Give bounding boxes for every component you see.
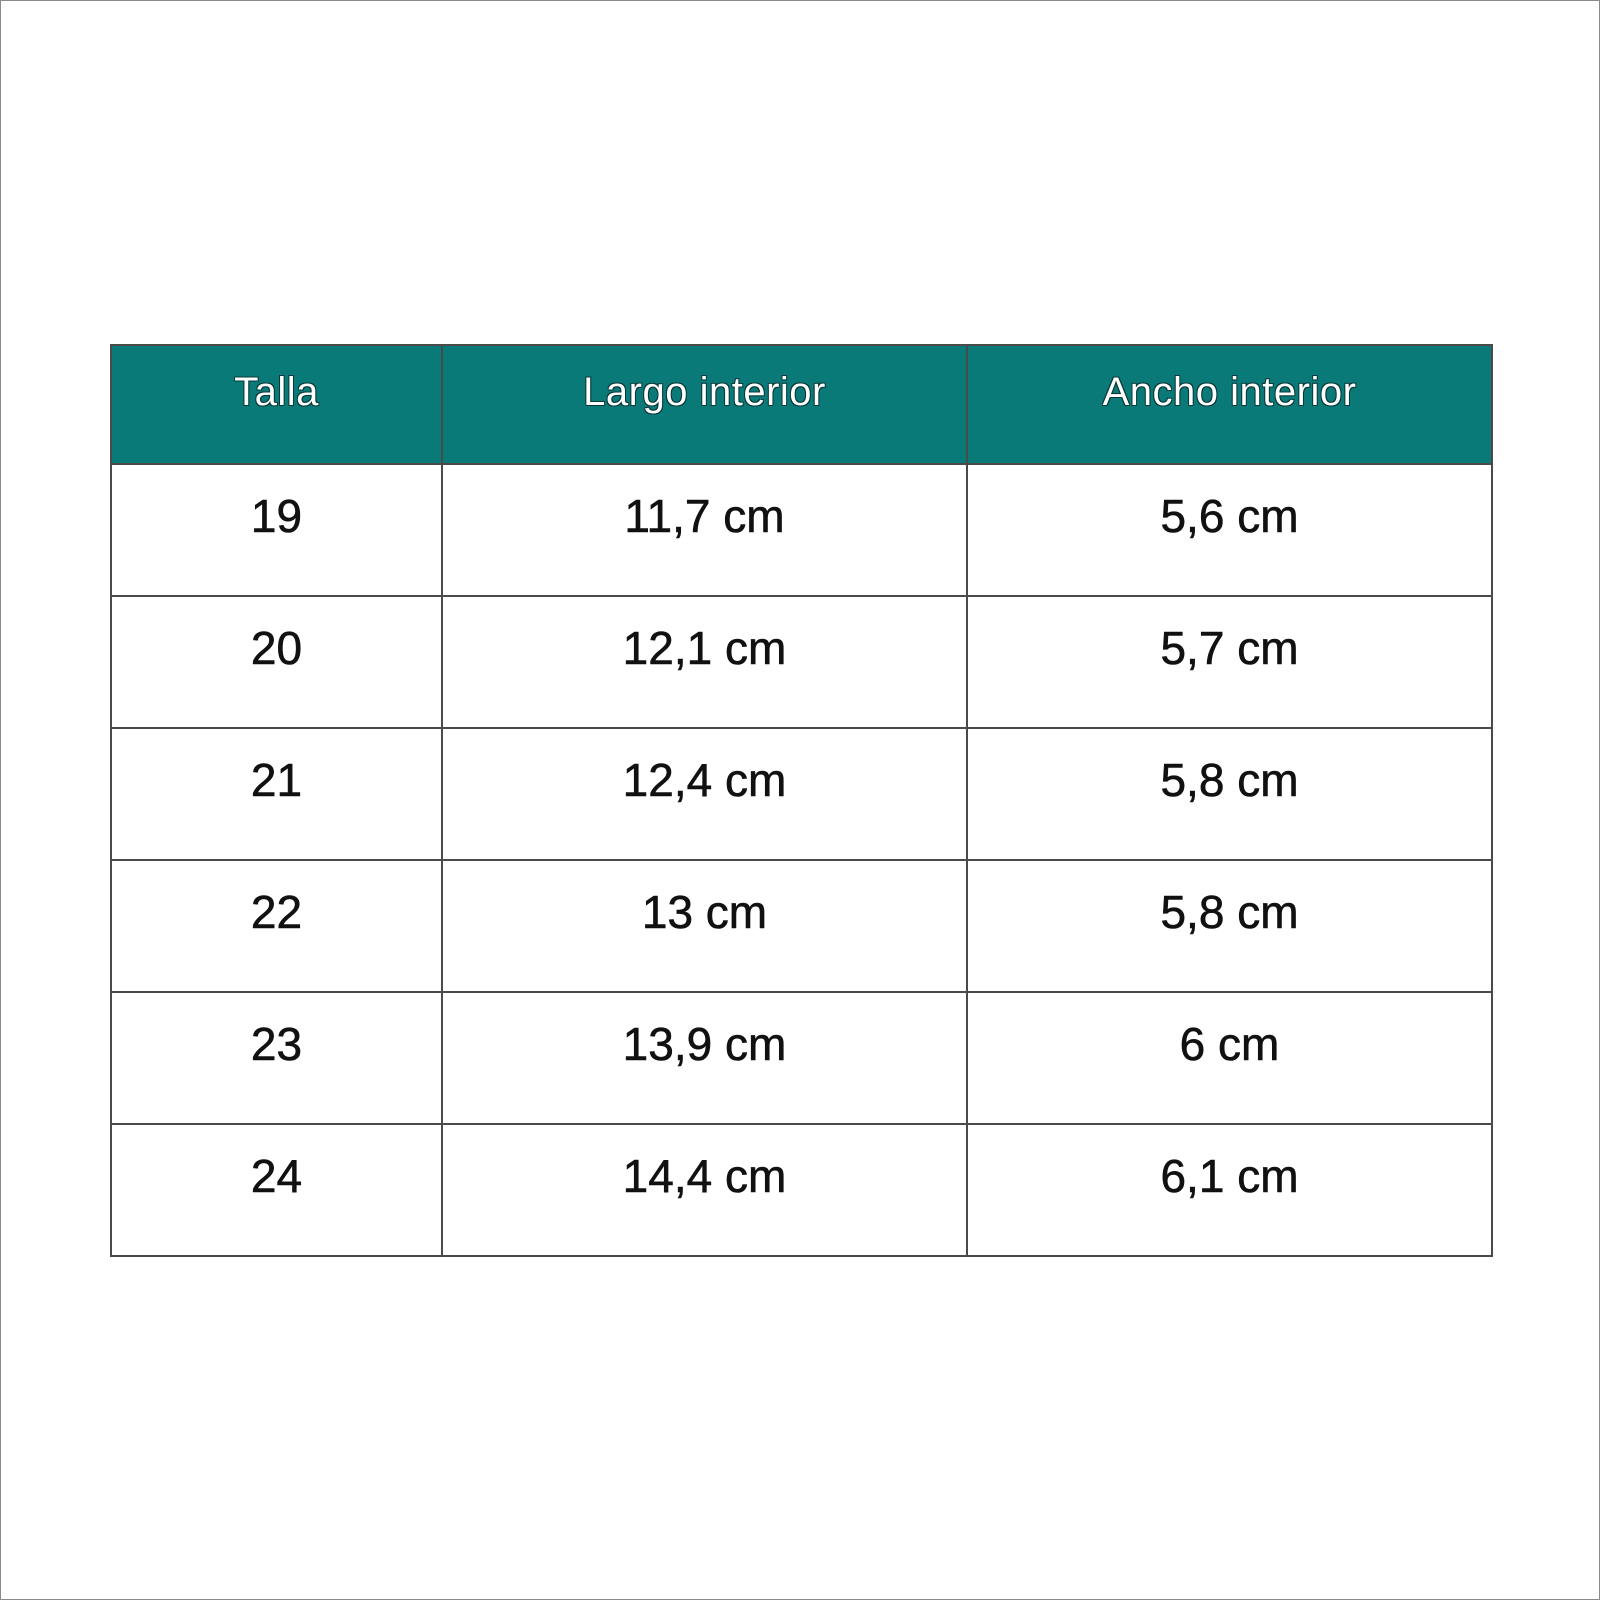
cell-ancho: 6 cm <box>967 992 1492 1124</box>
table-row <box>111 464 1492 596</box>
cell-ancho: 5,8 cm <box>967 728 1492 860</box>
header-talla: Talla <box>111 345 442 464</box>
cell-ancho: 5,8 cm <box>967 860 1492 992</box>
cell-talla: 24 <box>111 1124 442 1256</box>
cell-talla: 19 <box>111 464 442 596</box>
cell-talla: 22 <box>111 860 442 992</box>
header-largo-interior: Largo interior <box>442 345 967 464</box>
header-ancho-interior: Ancho interior <box>967 345 1492 464</box>
cell-ancho: 5,7 cm <box>967 596 1492 728</box>
cell-talla: 21 <box>111 728 442 860</box>
table-header-row <box>111 345 1492 464</box>
cell-largo: 12,4 cm <box>442 728 967 860</box>
table-row <box>111 728 1492 860</box>
cell-ancho: 5,6 cm <box>967 464 1492 596</box>
cell-largo: 13 cm <box>442 860 967 992</box>
cell-largo: 14,4 cm <box>442 1124 967 1256</box>
cell-ancho: 6,1 cm <box>967 1124 1492 1256</box>
cell-talla: 20 <box>111 596 442 728</box>
table-row <box>111 596 1492 728</box>
table-row <box>111 860 1492 992</box>
cell-largo: 11,7 cm <box>442 464 967 596</box>
cell-largo: 13,9 cm <box>442 992 967 1124</box>
cell-largo: 12,1 cm <box>442 596 967 728</box>
cell-talla: 23 <box>111 992 442 1124</box>
table-row <box>111 1124 1492 1256</box>
size-table <box>110 344 1493 1257</box>
table-row <box>111 992 1492 1124</box>
